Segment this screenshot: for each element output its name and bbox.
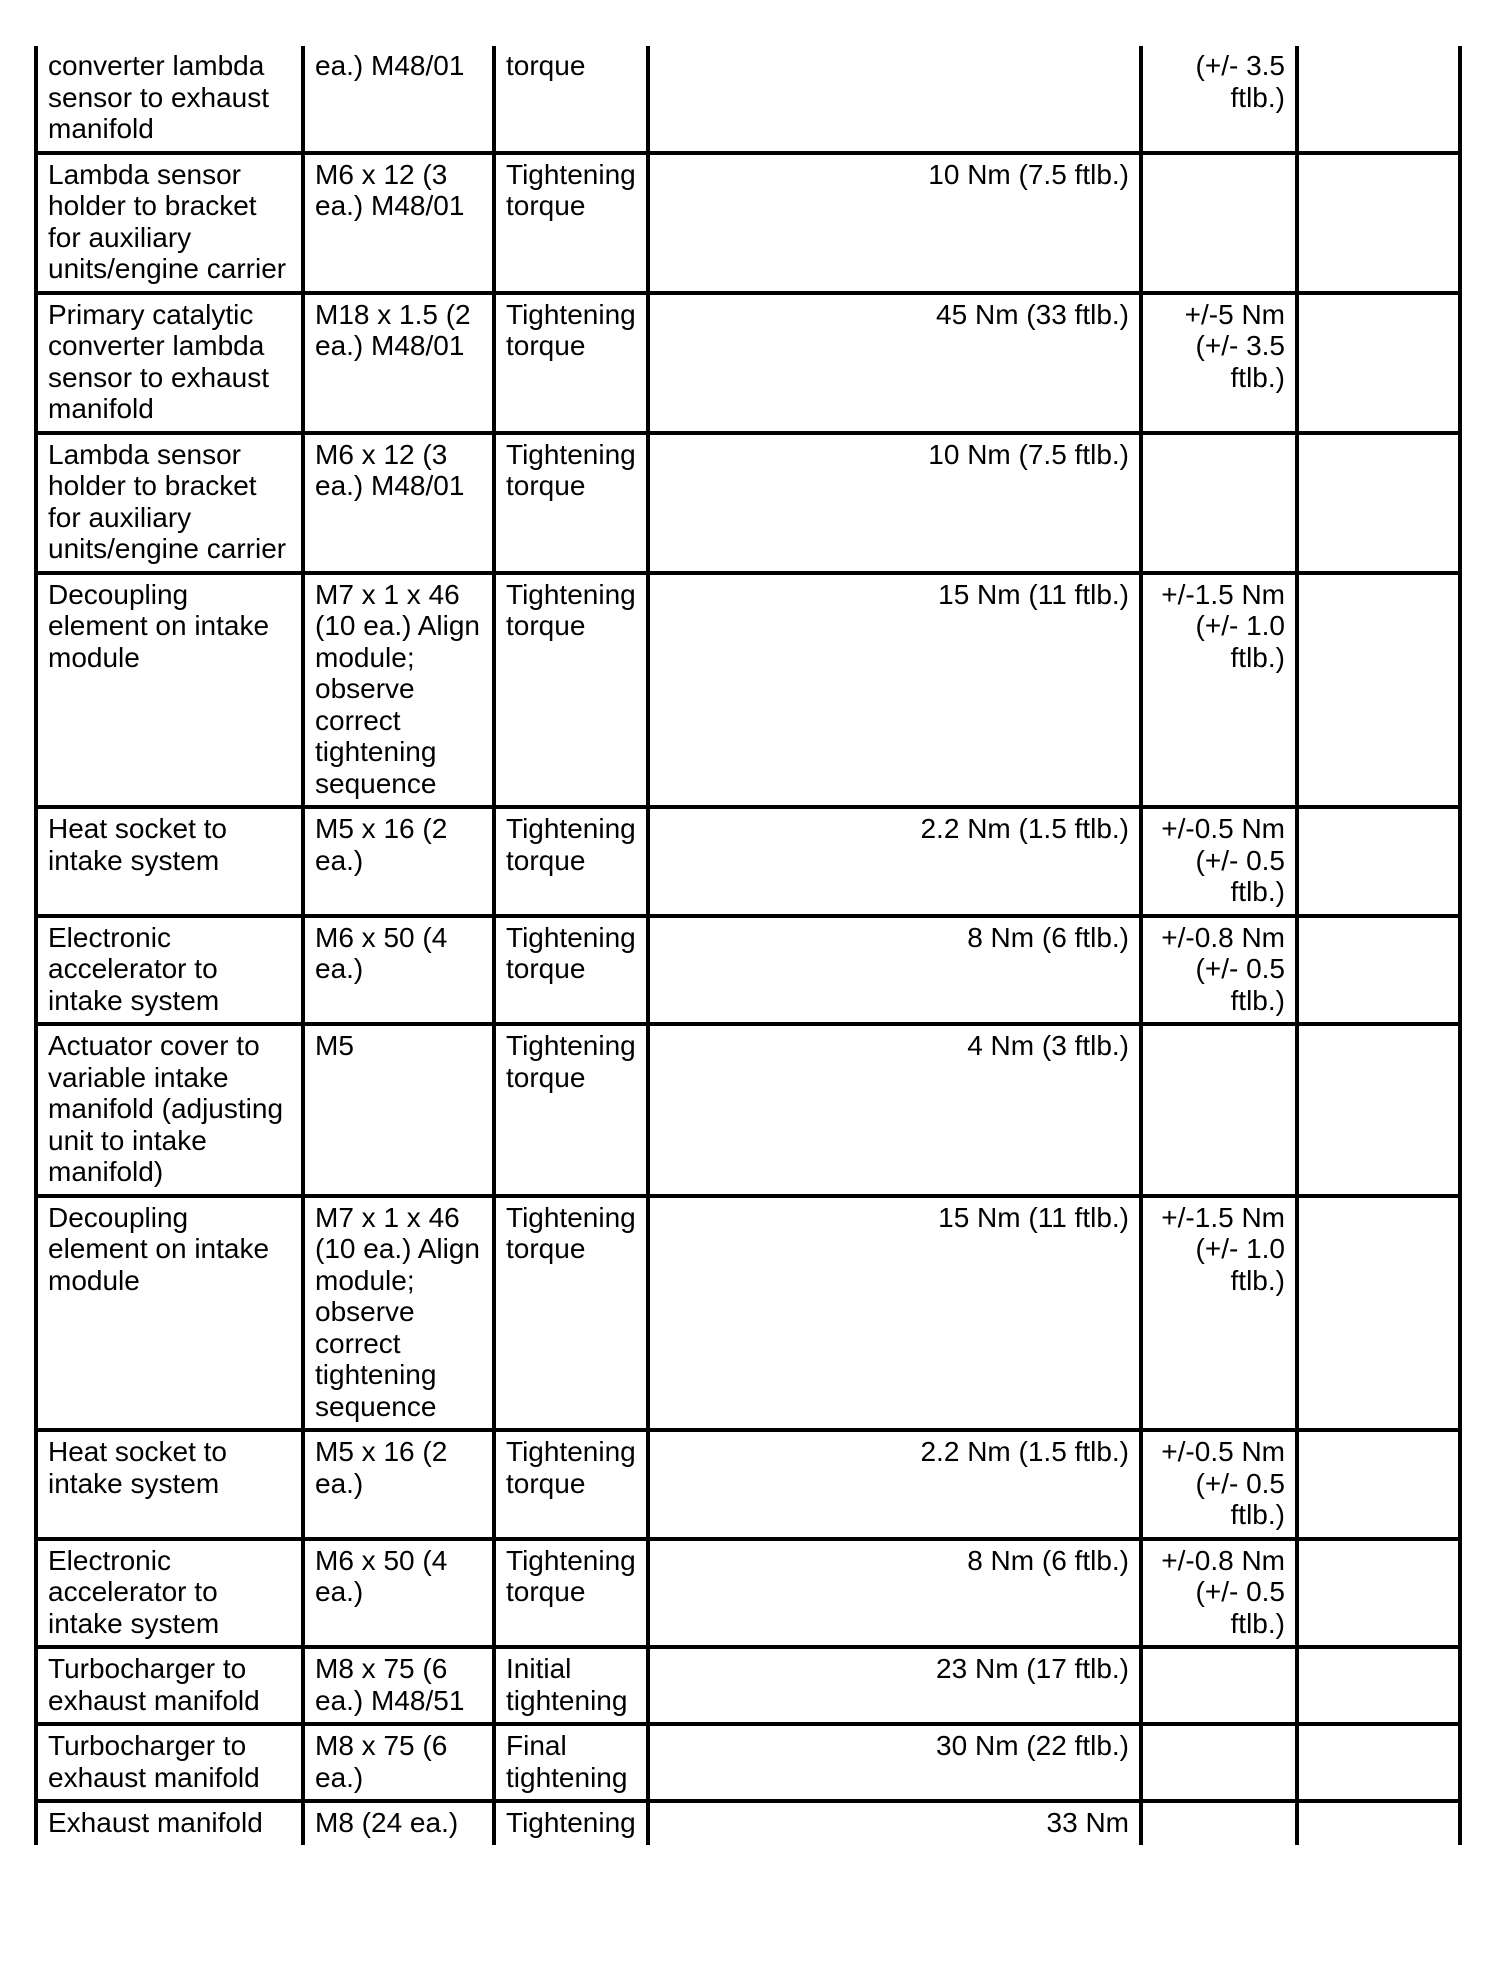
spec-cell: M6 x 12 (3 ea.) M48/01 [303,433,494,573]
component-cell: Decoupling element on intake module [36,573,303,808]
spec-cell: ea.) M48/01 [303,46,494,153]
value-cell: 23 Nm (17 ftlb.) [648,1647,1141,1724]
component-cell: Exhaust manifold [36,1801,303,1845]
table-row [36,1647,1460,1724]
type-cell: Final tightening [494,1724,648,1801]
value-cell: 30 Nm (22 ftlb.) [648,1724,1141,1801]
component-cell: Actuator cover to variable intake manifold (adjusting unit to intake manifold) [36,1024,303,1196]
type-cell: Tightening [494,1801,648,1845]
note-cell [1297,1647,1460,1724]
type-cell: Tightening torque [494,1196,648,1431]
value-cell: 4 Nm (3 ftlb.) [648,1024,1141,1196]
tolerance-cell: +/-1.5 Nm (+/- 1.0 ftlb.) [1141,1196,1297,1431]
type-cell: Tightening torque [494,807,648,916]
table-row [36,807,1460,916]
type-cell: torque [494,46,648,153]
tolerance-cell [1141,1801,1297,1845]
note-cell [1297,293,1460,433]
spec-cell: M6 x 12 (3 ea.) M48/01 [303,153,494,293]
component-cell: Lambda sensor holder to bracket for auxiliary units/engine carrier [36,433,303,573]
tolerance-cell [1141,1024,1297,1196]
value-cell [648,46,1141,153]
value-cell: 10 Nm (7.5 ftlb.) [648,433,1141,573]
spec-cell: M5 x 16 (2 ea.) [303,1430,494,1539]
table-row [36,916,1460,1025]
component-cell: Turbocharger to exhaust manifold [36,1647,303,1724]
note-cell [1297,573,1460,808]
value-cell: 15 Nm (11 ftlb.) [648,1196,1141,1431]
note-cell [1297,433,1460,573]
spec-cell: M6 x 50 (4 ea.) [303,916,494,1025]
type-cell: Tightening torque [494,916,648,1025]
spec-cell: M7 x 1 x 46 (10 ea.) Align module; observe correct tightening sequence [303,573,494,808]
note-cell [1297,916,1460,1025]
spec-cell: M8 x 75 (6 ea.) M48/51 [303,1647,494,1724]
component-cell: Lambda sensor holder to bracket for auxiliary units/engine carrier [36,153,303,293]
value-cell: 8 Nm (6 ftlb.) [648,1539,1141,1648]
value-cell: 2.2 Nm (1.5 ftlb.) [648,1430,1141,1539]
table-row [36,1196,1460,1431]
table-row [36,46,1460,153]
spec-cell: M7 x 1 x 46 (10 ea.) Align module; observe correct tightening sequence [303,1196,494,1431]
component-cell: Primary catalytic converter lambda sensor to exhaust manifold [36,293,303,433]
value-cell: 2.2 Nm (1.5 ftlb.) [648,807,1141,916]
tolerance-cell: +/-5 Nm (+/- 3.5 ftlb.) [1141,293,1297,433]
component-cell: Decoupling element on intake module [36,1196,303,1431]
type-cell: Tightening torque [494,573,648,808]
spec-cell: M5 x 16 (2 ea.) [303,807,494,916]
tolerance-cell: +/-1.5 Nm (+/- 1.0 ftlb.) [1141,573,1297,808]
note-cell [1297,807,1460,916]
tolerance-cell [1141,1724,1297,1801]
tolerance-cell: (+/- 3.5 ftlb.) [1141,46,1297,153]
component-cell: Heat socket to intake system [36,807,303,916]
type-cell: Tightening torque [494,153,648,293]
type-cell: Tightening torque [494,433,648,573]
note-cell [1297,153,1460,293]
table-row [36,433,1460,573]
type-cell: Tightening torque [494,1539,648,1648]
tolerance-cell: +/-0.5 Nm (+/- 0.5 ftlb.) [1141,807,1297,916]
tolerance-cell [1141,153,1297,293]
table-row [36,293,1460,433]
table-row [36,1024,1460,1196]
value-cell: 8 Nm (6 ftlb.) [648,916,1141,1025]
component-cell: converter lambda sensor to exhaust manifold [36,46,303,153]
value-cell: 15 Nm (11 ftlb.) [648,573,1141,808]
note-cell [1297,1801,1460,1845]
table-row [36,1724,1460,1801]
spec-cell: M5 [303,1024,494,1196]
value-cell: 45 Nm (33 ftlb.) [648,293,1141,433]
table-row [36,1430,1460,1539]
spec-cell: M18 x 1.5 (2 ea.) M48/01 [303,293,494,433]
value-cell: 10 Nm (7.5 ftlb.) [648,153,1141,293]
component-cell: Electronic accelerator to intake system [36,916,303,1025]
component-cell: Turbocharger to exhaust manifold [36,1724,303,1801]
note-cell [1297,1724,1460,1801]
type-cell: Tightening torque [494,1024,648,1196]
tolerance-cell: +/-0.5 Nm (+/- 0.5 ftlb.) [1141,1430,1297,1539]
table-row [36,1539,1460,1648]
table-row [36,573,1460,808]
table-row [36,1801,1460,1845]
note-cell [1297,1430,1460,1539]
component-cell: Heat socket to intake system [36,1430,303,1539]
note-cell [1297,46,1460,153]
note-cell [1297,1196,1460,1431]
note-cell [1297,1539,1460,1648]
type-cell: Tightening torque [494,293,648,433]
table-row [36,153,1460,293]
spec-cell: M8 x 75 (6 ea.) [303,1724,494,1801]
note-cell [1297,1024,1460,1196]
tolerance-cell [1141,433,1297,573]
value-cell: 33 Nm [648,1801,1141,1845]
tolerance-cell: +/-0.8 Nm (+/- 0.5 ftlb.) [1141,916,1297,1025]
spec-cell: M6 x 50 (4 ea.) [303,1539,494,1648]
tolerance-cell [1141,1647,1297,1724]
type-cell: Initial tightening [494,1647,648,1724]
component-cell: Electronic accelerator to intake system [36,1539,303,1648]
tolerance-cell: +/-0.8 Nm (+/- 0.5 ftlb.) [1141,1539,1297,1648]
torque-spec-table [34,46,1462,1845]
type-cell: Tightening torque [494,1430,648,1539]
spec-cell: M8 (24 ea.) [303,1801,494,1845]
torque-table-body [36,46,1460,1845]
